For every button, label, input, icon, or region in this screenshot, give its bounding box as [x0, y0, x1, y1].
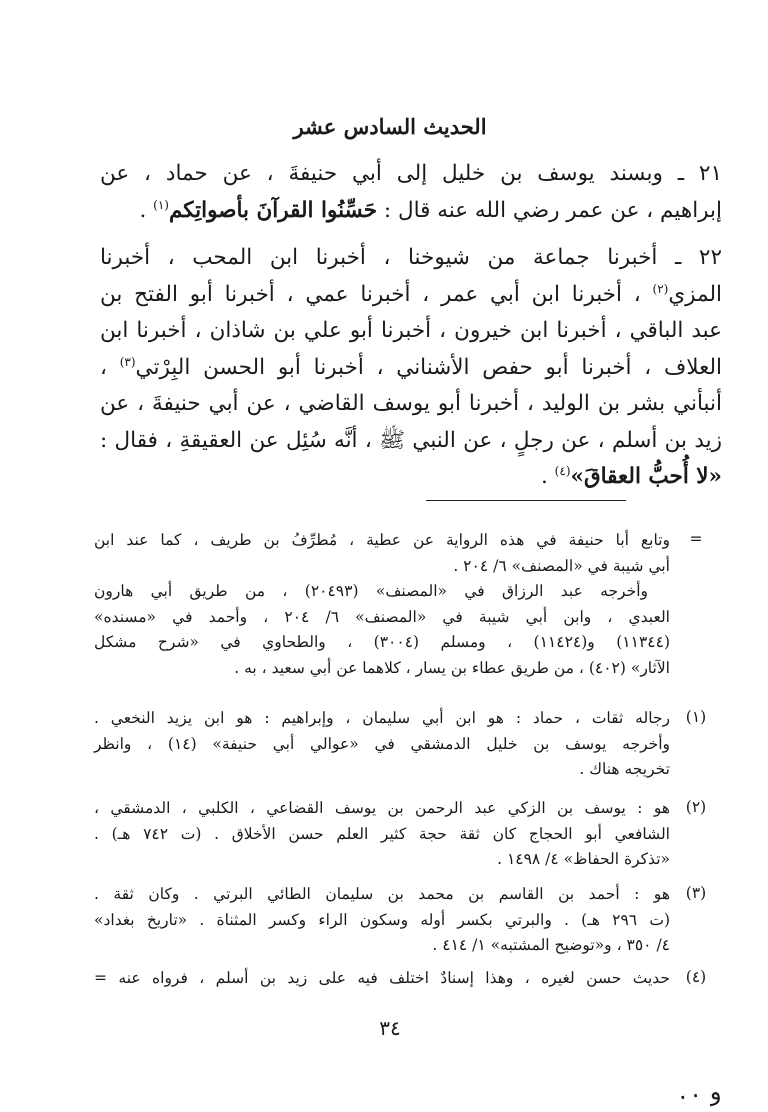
hadith-21-quote: حَسِّنُوا القرآنَ بأصواتِكم — [168, 197, 378, 223]
footnote-ref-3: (٣) — [119, 354, 136, 369]
footnote-2-mark: (٢) — [685, 798, 707, 816]
hadith-22-line-1: ٢٢ ـ أخبرنا جماعة من شيوخنا ، أخبرنا ابن المحب ، أخبرنا — [100, 245, 722, 270]
footnote-continuation-mark: = — [689, 530, 703, 548]
hadith-22-quote: «لا أُحبُّ العقاقَ» — [570, 464, 722, 489]
hadith-21-line-1: ٢١ ـ وبسند يوسف بن خليل إلى أبي حنيفةَ ، عن حماد ، عن — [100, 161, 722, 186]
hadith-22-end: . — [541, 464, 555, 489]
footnote-line: وأخرجه عبد الرزاق في «المصنف» (٢٠٤٩٣) ، من طريق أبي هارون — [94, 582, 648, 600]
footnote-line: وتابع أبا حنيفة في هذه الرواية عن عطية ، مُطرِّفُ بن طريف ، كما عند ابن — [94, 531, 670, 549]
handwritten-mark: و ٠٠ — [674, 1077, 723, 1111]
footnote-line: الآثار» (٤٠٢) ، من طريق عطاء بن يسار ، كلاهما عن أبي سعيد ، به . — [234, 658, 670, 677]
footnote-line: العبدي ، وابن أبي شيبة في «المصنف» ٦/ ٢٠٤ ، وأحمد في «مسنده» — [94, 607, 670, 626]
footnote-line: الشافعي أبو الحجاج كان ثقة حجة كثير العلم حسن الأخلاق . (ت ٧٤٢ هـ) . — [94, 824, 670, 843]
footnote-line: (١١٣٤٤) و(١١٤٢٤) ، ومسلم (٣٠٠٤) ، والطحاوي في «شرح مشكل — [94, 633, 670, 651]
footnote-line: تخريجه هناك . — [579, 760, 670, 778]
footnote-ref-2: (٢) — [652, 281, 669, 296]
footnote-3-mark: (٣) — [685, 884, 707, 902]
hadith-22-line-7 — [100, 459, 722, 496]
footnote-1 — [94, 706, 670, 783]
hadith-22-line-6: زيد بن أسلم ، عن رجلٍ ، عن النبي ﷺ ، أنَّه سُئِل عن العقيقةِ ، فقال : — [100, 427, 722, 453]
hadith-22-text: ، أخبرنا ابن أبي عمر ، أخبرنا عمي ، أخبرنا أبو الفتح بن — [100, 281, 653, 307]
hadith-21-text: إبراهيم ، عن عمر رضي الله عنه قال : — [377, 197, 722, 223]
footnote-line: وأخرجه يوسف بن خليل الدمشقي في «عوالي أبي حنيفة» (١٤) ، وانظر — [94, 734, 671, 753]
footnote-separator — [426, 500, 626, 501]
page-number: ٣٤ — [379, 1016, 401, 1040]
hadith-22-text: المزي — [668, 281, 722, 307]
hadith-22 — [100, 240, 722, 496]
footnote-ref-1: (١) — [153, 197, 169, 212]
footnote-line: (ت ٢٩٦ هـ) . والبرتي بكسر أوله وسكون الراء وكسر المثناة . «تاريخ بغداد» — [94, 910, 670, 929]
hadith-21-line-2 — [100, 193, 722, 230]
footnote-1-mark: (١) — [685, 708, 707, 726]
footnote-4 — [94, 966, 670, 992]
footnote-line: «تذكرة الحفاظ» ٤/ ١٤٩٨ . — [497, 850, 670, 868]
hadith-22-line-4 — [100, 350, 722, 387]
footnote-line: ٤/ ٣٥٠ ، و«توضيح المشتبه» ١/ ٤١٤ . — [432, 936, 670, 954]
hadith-22-line-5: أنبأني بشر بن الوليد ، أخبرنا أبو يوسف القاضي ، عن أبي حنيفةَ ، عن — [100, 391, 722, 416]
footnote-2 — [94, 796, 670, 873]
section-heading: الحديث السادس عشر — [293, 114, 487, 139]
hadith-22-text: ، — [100, 354, 120, 380]
hadith-22-line-2 — [100, 277, 722, 314]
footnote-continuation — [94, 528, 670, 681]
footnote-line: رجاله ثقات ، حماد : هو ابن أبي سليمان ، وإبراهيم : هو ابن يزيد النخعي . — [94, 709, 670, 727]
footnote-line: حديث حسن لغيره ، وهذا إسنادٌ اختلف فيه على زيد بن أسلم ، فرواه عنه = — [94, 969, 670, 987]
footnote-4-mark: (٤) — [685, 968, 707, 986]
footnote-ref-4: (٤) — [554, 463, 571, 478]
hadith-21-end: . — [139, 197, 154, 223]
footnote-line: أبي شيبة في «المصنف» ٦/ ٢٠٤ . — [453, 556, 670, 575]
hadith-21 — [100, 156, 722, 229]
footnote-line: هو : أحمد بن القاسم بن محمد بن سليمان الطائي البرتي . وكان ثقة . — [94, 885, 670, 903]
footnote-line: هو : يوسف بن الزكي عبد الرحمن بن يوسف القضاعي ، الكلبي ، الدمشقي ، — [94, 799, 670, 817]
hadith-22-line-3: عبد الباقي ، أخبرنا ابن خيرون ، أخبرنا أبو علي بن شاذان ، أخبرنا ابن — [100, 318, 722, 343]
footnote-3 — [94, 882, 670, 959]
hadith-22-text: العلاف ، أخبرنا أبو حفص الأشناني ، أخبرنا أبو الحسن البِرْتي — [135, 354, 722, 380]
